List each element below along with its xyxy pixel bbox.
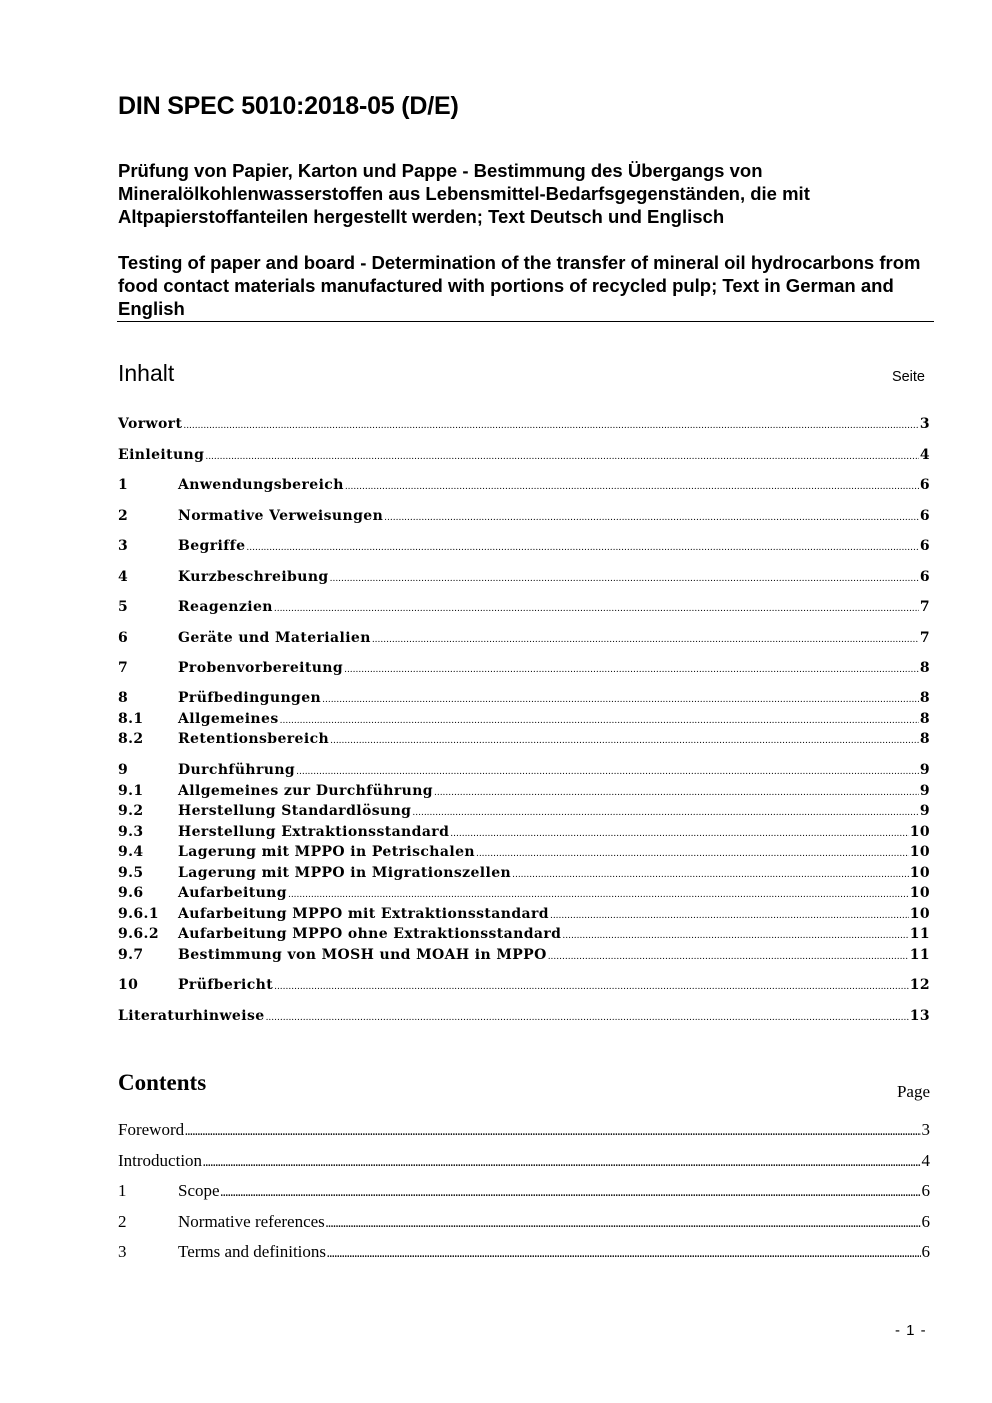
page-number: - 1 - — [895, 1322, 927, 1339]
toc-en-entry[interactable] — [118, 1212, 930, 1233]
toc-entry-title: Retentionsbereich — [178, 731, 330, 747]
toc-leader — [450, 829, 908, 839]
toc-leader — [434, 788, 919, 798]
toc-leader — [327, 1249, 920, 1260]
toc-de-entry[interactable] — [118, 865, 930, 886]
toc-entry-title: Scope — [178, 1181, 220, 1200]
toc-en-header — [118, 1070, 930, 1101]
toc-entry-title: Prüfbedingungen — [178, 690, 322, 706]
toc-de-page-label: Seite — [891, 369, 925, 385]
toc-entry-page: 6 — [921, 1212, 930, 1231]
toc-entry-number: 9.2 — [118, 803, 144, 819]
toc-de-entry[interactable] — [118, 731, 930, 752]
toc-leader — [266, 1013, 909, 1023]
toc-entry-page: 3 — [919, 416, 930, 432]
toc-de-entry[interactable] — [118, 762, 930, 783]
toc-entry-page: 6 — [921, 1181, 930, 1200]
toc-entry-title: Reagenzien — [178, 599, 273, 615]
toc-entry-title: Aufarbeitung MPPO ohne Extraktionsstandard — [178, 926, 562, 942]
title-divider — [117, 321, 934, 322]
toc-leader — [288, 890, 909, 900]
toc-de-entry[interactable] — [118, 977, 930, 998]
toc-entry-title: Normative references — [178, 1212, 325, 1231]
toc-de-entry[interactable] — [118, 885, 930, 906]
toc-entry-number: 9.7 — [118, 947, 144, 963]
subtitle-german: Prüfung von Papier, Karton und Pappe - Bestimmung des Übergangs von Mineralölkohlenwasserstoffen aus Lebensmittel-Bedarfsgegenständen, die mit Altpapierstoffanteilen hergestellt werden; Text Deutsch und Englisch — [118, 160, 810, 227]
toc-entry-page: 10 — [909, 824, 930, 840]
toc-de-entry[interactable] — [118, 660, 930, 681]
toc-entry-title: Literaturhinweise — [118, 1008, 265, 1024]
toc-entry-page: 6 — [919, 569, 930, 585]
toc-leader — [280, 716, 919, 726]
toc-entry-number: 9.5 — [118, 865, 144, 881]
toc-entry-page: 11 — [909, 926, 930, 942]
toc-entry-page: 9 — [919, 783, 930, 799]
toc-entry-number: 9.6.2 — [118, 926, 159, 942]
toc-entry-number: 6 — [118, 630, 129, 646]
toc-entry-title: Kurzbeschreibung — [178, 569, 329, 585]
toc-entry-number: 2 — [118, 508, 129, 524]
toc-entry-title: Foreword — [118, 1120, 185, 1139]
document-title: DIN SPEC 5010:2018-05 (D/E) — [118, 92, 459, 120]
toc-entry-number: 9 — [118, 762, 129, 778]
toc-entry-page: 10 — [909, 865, 930, 881]
toc-de-entry[interactable] — [118, 630, 930, 651]
toc-leader — [548, 952, 909, 962]
toc-entry-number: 3 — [118, 538, 129, 554]
toc-entry-number: 1 — [118, 1181, 127, 1200]
toc-entry-page: 8 — [919, 660, 930, 676]
toc-de-entry[interactable] — [118, 569, 930, 590]
toc-entry-title: Vorwort — [118, 416, 183, 432]
toc-entry-page: 10 — [909, 906, 930, 922]
toc-leader — [326, 1219, 921, 1230]
toc-entry-title: Lagerung mit MPPO in Petrischalen — [178, 844, 475, 860]
toc-de-header — [118, 360, 930, 387]
toc-entry-page: 13 — [909, 1008, 930, 1024]
toc-de-entry[interactable] — [118, 599, 930, 620]
toc-de-entry[interactable] — [118, 508, 930, 529]
toc-en-entry[interactable] — [118, 1242, 930, 1263]
toc-entry-title: Herstellung Extraktionsstandard — [178, 824, 450, 840]
toc-leader — [384, 513, 919, 523]
toc-leader — [412, 808, 918, 818]
toc-entry-page: 6 — [919, 477, 930, 493]
toc-entry-page: 3 — [921, 1120, 930, 1139]
toc-de-entry[interactable] — [118, 803, 930, 824]
toc-de-entry[interactable] — [118, 711, 930, 732]
toc-entry-number: 8 — [118, 690, 129, 706]
toc-leader — [205, 452, 919, 462]
toc-entry-title: Probenvorbereitung — [178, 660, 344, 676]
toc-entry-title: Lagerung mit MPPO in Migrationszellen — [178, 865, 512, 881]
toc-entry-number: 9.1 — [118, 783, 144, 799]
toc-entry-page: 6 — [921, 1242, 930, 1261]
toc-entry-title: Prüfbericht — [178, 977, 274, 993]
toc-entry-number: 5 — [118, 599, 129, 615]
toc-de-entry[interactable] — [118, 947, 930, 968]
toc-leader — [274, 604, 919, 614]
toc-entry-title: Durchführung — [178, 762, 296, 778]
toc-de-entry[interactable] — [118, 844, 930, 865]
toc-entry-number: 1 — [118, 477, 129, 493]
toc-de-entry[interactable] — [118, 447, 930, 468]
toc-de-entry[interactable] — [118, 783, 930, 804]
toc-en-entry[interactable] — [118, 1151, 930, 1172]
toc-entry-number: 4 — [118, 569, 129, 585]
toc-entry-title: Herstellung Standardlösung — [178, 803, 412, 819]
toc-leader — [296, 767, 919, 777]
toc-entry-page: 12 — [909, 977, 930, 993]
toc-entry-title: Begriffe — [178, 538, 246, 554]
toc-entry-number: 2 — [118, 1212, 127, 1231]
toc-entry-number: 9.6.1 — [118, 906, 159, 922]
toc-entry-title: Introduction — [118, 1151, 203, 1170]
toc-en-entry[interactable] — [118, 1120, 930, 1141]
toc-entry-page: 9 — [919, 762, 930, 778]
toc-leader — [330, 736, 919, 746]
toc-leader — [203, 1158, 920, 1169]
toc-en-page-label: Page — [896, 1082, 930, 1101]
toc-entry-number: 8.2 — [118, 731, 144, 747]
toc-de-entry[interactable] — [118, 1008, 930, 1029]
toc-entry-title: Normative Verweisungen — [178, 508, 384, 524]
toc-entry-number: 10 — [118, 977, 139, 993]
toc-de-entry[interactable] — [118, 824, 930, 845]
toc-de-heading: Inhalt — [118, 360, 175, 386]
toc-entry-title: Anwendungsbereich — [178, 477, 344, 493]
toc-en-entry[interactable] — [118, 1181, 930, 1202]
toc-de-entry[interactable] — [118, 906, 930, 927]
toc-en-heading: Contents — [118, 1070, 207, 1095]
toc-entry-page: 10 — [909, 885, 930, 901]
toc-leader — [512, 870, 909, 880]
toc-entry-page: 4 — [921, 1151, 930, 1170]
toc-entry-number: 8.1 — [118, 711, 144, 727]
toc-leader — [221, 1188, 921, 1199]
toc-leader — [344, 665, 919, 675]
toc-entry-title: Aufarbeitung — [178, 885, 287, 901]
toc-entry-number: 9.4 — [118, 844, 144, 860]
toc-entry-title: Allgemeines — [178, 711, 279, 727]
toc-leader — [345, 482, 919, 492]
toc-entry-number: 9.3 — [118, 824, 144, 840]
toc-de-entry[interactable] — [118, 538, 930, 559]
toc-leader — [562, 931, 908, 941]
toc-entry-page: 7 — [919, 630, 930, 646]
toc-leader — [185, 1127, 920, 1138]
toc-entry-page: 10 — [909, 844, 930, 860]
toc-entry-number: 9.6 — [118, 885, 144, 901]
toc-entry-title: Allgemeines zur Durchführung — [178, 783, 433, 799]
toc-entry-title: Einleitung — [118, 447, 205, 463]
toc-entry-page: 11 — [909, 947, 930, 963]
toc-leader — [322, 695, 919, 705]
toc-entry-title: Geräte und Materialien — [178, 630, 371, 646]
toc-de-entry[interactable] — [118, 926, 930, 947]
toc-entry-page: 6 — [919, 508, 930, 524]
toc-leader — [330, 574, 919, 584]
toc-entry-title: Aufarbeitung MPPO mit Extraktionsstandard — [178, 906, 549, 922]
toc-entry-page: 8 — [919, 690, 930, 706]
toc-leader — [372, 635, 919, 645]
toc-de-entry[interactable] — [118, 477, 930, 498]
toc-entry-page: 8 — [919, 731, 930, 747]
toc-entry-page: 8 — [919, 711, 930, 727]
toc-leader — [274, 982, 909, 992]
subtitle-english: Testing of paper and board - Determination of the transfer of mineral oil hydrocarbons from food contact materials manufactured with portions of recycled pulp; Text in German and English — [118, 252, 921, 319]
toc-leader — [183, 421, 919, 431]
toc-entry-number: 7 — [118, 660, 129, 676]
toc-entry-page: 9 — [919, 803, 930, 819]
toc-entry-page: 6 — [919, 538, 930, 554]
toc-leader — [246, 543, 918, 553]
toc-leader — [550, 911, 909, 921]
toc-leader — [476, 849, 909, 859]
toc-entry-title: Terms and definitions — [178, 1242, 327, 1261]
toc-de-entry[interactable] — [118, 416, 930, 437]
toc-entry-title: Bestimmung von MOSH und MOAH in MPPO — [178, 947, 547, 963]
toc-entry-number: 3 — [118, 1242, 127, 1261]
toc-de-entry[interactable] — [118, 690, 930, 711]
toc-entry-page: 7 — [919, 599, 930, 615]
toc-entry-page: 4 — [919, 447, 930, 463]
